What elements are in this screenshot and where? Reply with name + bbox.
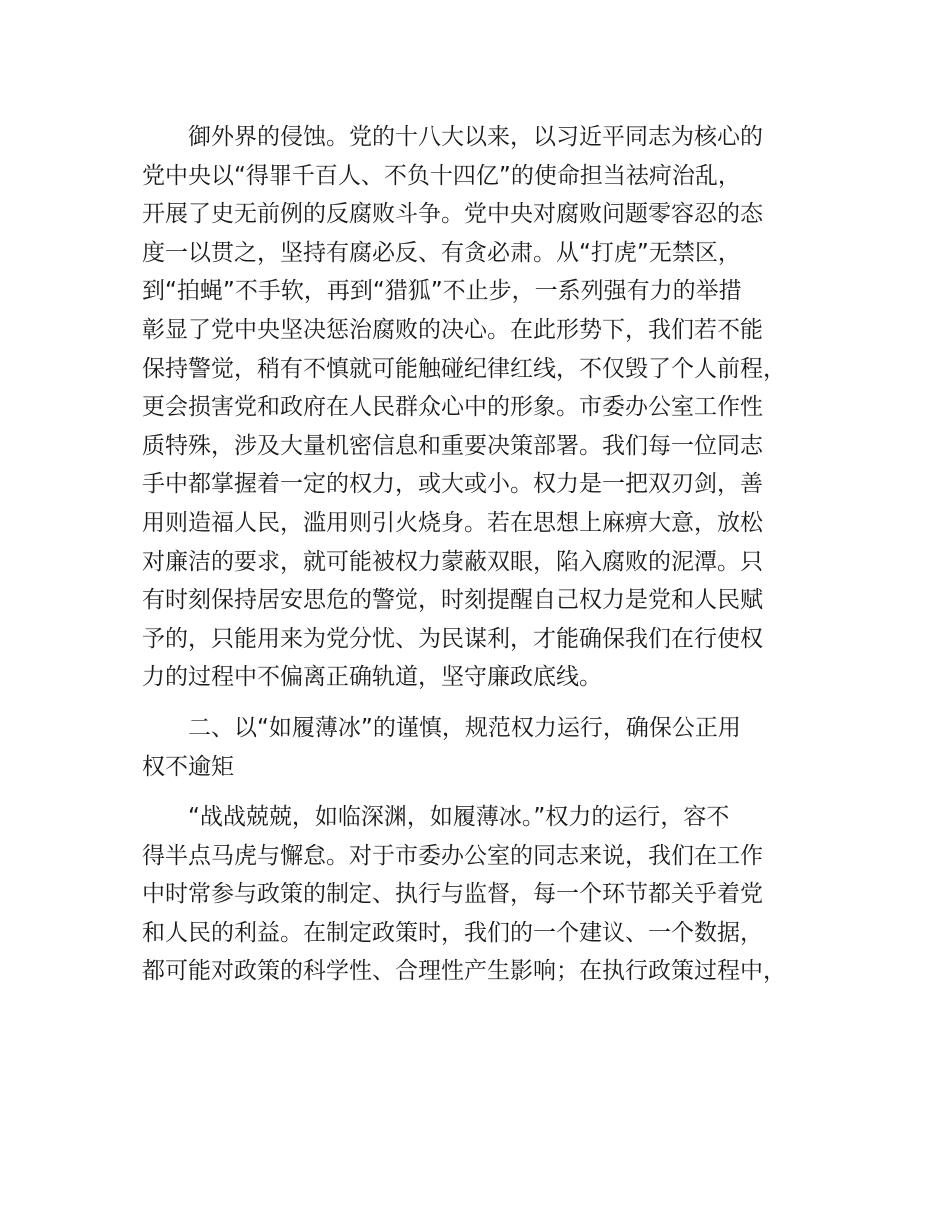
paragraph xyxy=(142,798,832,991)
heading-line: 二、以“如履薄冰”的谨慎，规范权力运行，确保公正用 xyxy=(188,714,741,741)
text-line: 彰显了党中央坚决惩治腐败的决心。在此形势下，我们若不能 xyxy=(142,316,763,343)
text-line: 质特殊，涉及大量机密信息和重要决策部署。我们每一位同志 xyxy=(142,432,763,459)
text-line: 力的过程中不偏离正确轨道，坚守廉政底线。 xyxy=(142,664,602,691)
text-line: 御外界的侵蚀。党的十八大以来，以习近平同志为核心的 xyxy=(188,124,763,150)
text-line: 对廉洁的要求，就可能被权力蒙蔽双眼，陷入腐败的泥潭。只 xyxy=(142,548,763,575)
text-line: 保持警觉，稍有不慎就可能触碰纪律红线，不仅毁了个人前程， xyxy=(142,355,786,382)
text-line: 更会损害党和政府在人民群众心中的形象。市委办公室工作性 xyxy=(142,394,763,421)
heading-line: 权不逾矩 xyxy=(142,753,234,780)
text-line: 党中央以“得罪千百人、不负十四亿”的使命担当祛疴治乱， xyxy=(142,162,741,189)
body-text xyxy=(142,118,832,991)
text-line: 到“拍蝇”不手软，再到“猎狐”不止步，一系列强有力的举措 xyxy=(142,278,742,305)
text-line: 有时刻保持居安思危的警觉，时刻提醒自己权力是党和人民赋 xyxy=(142,587,763,614)
text-line: 中时常参与政策的制定、执行与监督，每一个环节都关乎着党 xyxy=(142,881,763,908)
text-line: 予的，只能用来为党分忧、为民谋利，才能确保我们在行使权 xyxy=(142,625,763,652)
paragraph xyxy=(142,118,832,697)
text-line: 都可能对政策的科学性、合理性产生影响；在执行政策过程中， xyxy=(142,958,786,985)
text-line: 用则造福人民，滥用则引火烧身。若在思想上麻痹大意，放松 xyxy=(142,509,763,536)
text-line: 开展了史无前例的反腐败斗争。党中央对腐败问题零容忍的态 xyxy=(142,201,763,228)
text-line: 度一以贯之，坚持有腐必反、有贪必肃。从“打虎”无禁区， xyxy=(142,239,741,266)
text-line: “战战兢兢，如临深渊，如履薄冰。”权力的运行，容不 xyxy=(188,804,730,831)
text-line: 和人民的利益。在制定政策时，我们的一个建议、一个数据， xyxy=(142,919,763,946)
text-line: 手中都掌握着一定的权力，或大或小。权力是一把双刃剑，善 xyxy=(142,471,763,498)
section-heading xyxy=(142,709,832,786)
text-line: 得半点马虎与懈怠。对于市委办公室的同志来说，我们在工作 xyxy=(142,842,763,869)
